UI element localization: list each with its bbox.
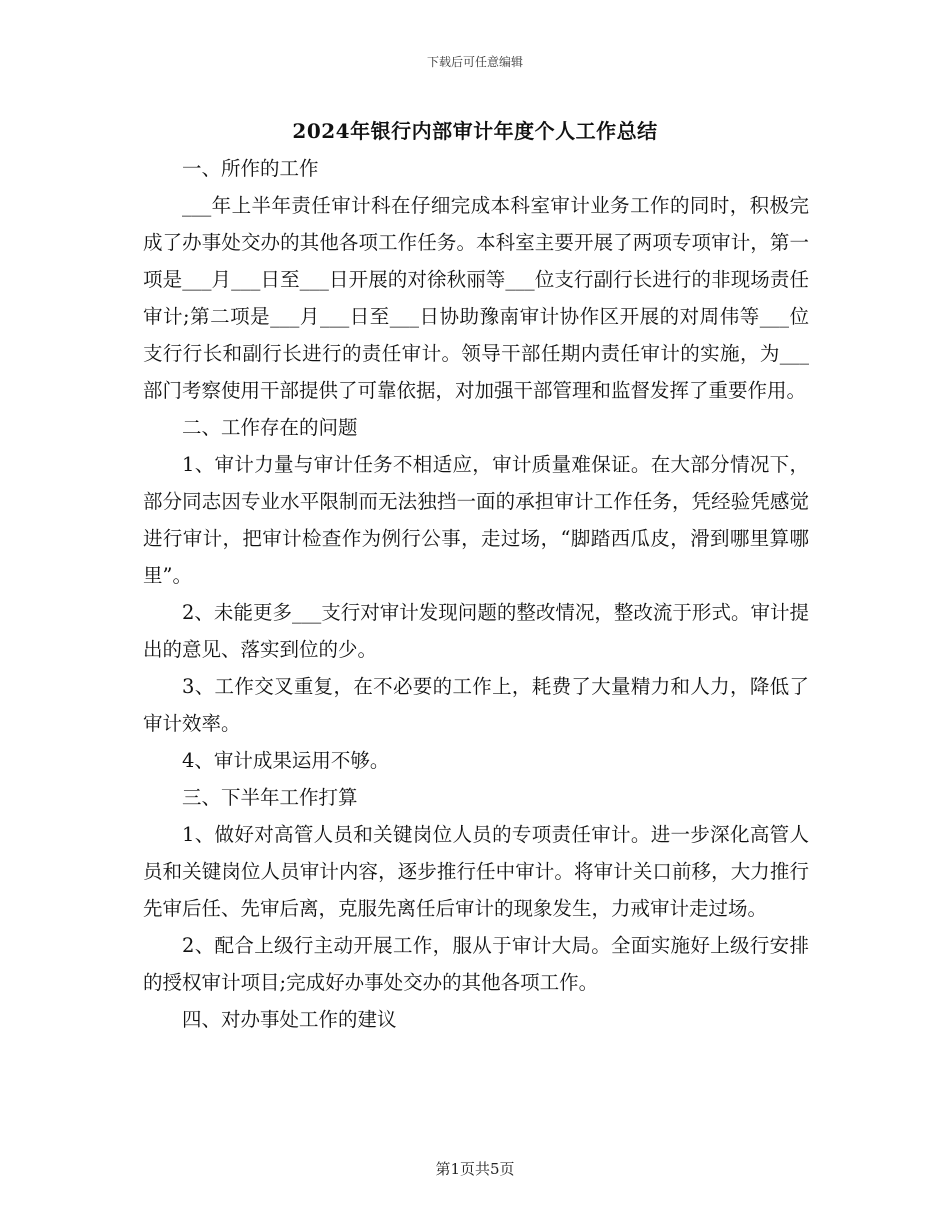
document-title: 2024年银行内部审计年度个人工作总结 (292, 119, 658, 143)
section-heading-2: 二、工作存在的问题 (182, 416, 358, 439)
paragraph: 2、未能更多___支行对审计发现问题的整改情况，整改流于形式。审计提出的意见、落实到位的少。 (143, 601, 809, 661)
paragraph: 4、审计成果运用不够。 (182, 749, 390, 772)
paragraph: 2、配合上级行主动开展工作，服从于审计大局。全面实施好上级行安排的授权审计项目;完成好办事处交办的其他各项工作。 (143, 934, 809, 994)
paragraph: 1、审计力量与审计任务不相适应，审计质量难保证。在大部分情况下，部分同志因专业水平限制而无法独挡一面的承担审计工作任务，凭经验凭感觉进行审计，把审计检查作为例行公事，走过场，“脚踏西瓜皮，滑到哪里算哪里”。 (143, 453, 809, 587)
paragraph: ___年上半年责任审计科在仔细完成本科室审计业务工作的同时，积极完成了办事处交办的其他各项工作任务。本科室主要开展了两项专项审计，第一项是___月___日至___日开展的对徐秋丽等___位支行副行长进行的非现场责任审计;第二项是___月___日至___日协助豫南审计协作区开展的对周伟等___位支行行长和副行长进行的责任审计。领导干部任期内责任审计的实施，为___部门考察使用干部提供了可靠依据，对加强干部管理和监督发挥了重要作用。 (143, 194, 809, 402)
header-note: 下载后可任意编辑 (426, 55, 523, 69)
section-heading-1: 一、所作的工作 (182, 157, 319, 180)
paragraph: 1、做好对高管人员和关键岗位人员的专项责任审计。进一步深化高管人员和关键岗位人员审计内容，逐步推行任中审计。将审计关口前移，大力推行先审后任、先审后离，克服先离任后审计的现象发生，力戒审计走过场。 (143, 823, 809, 920)
section-heading-3: 三、下半年工作打算 (182, 786, 358, 809)
document-body (143, 150, 809, 1038)
paragraph: 3、工作交叉重复，在不必要的工作上，耗费了大量精力和人力，降低了审计效率。 (143, 675, 809, 735)
section-heading-4: 四、对办事处工作的建议 (182, 1008, 397, 1031)
page-number-footer: 第1页共5页 (435, 1160, 515, 1178)
